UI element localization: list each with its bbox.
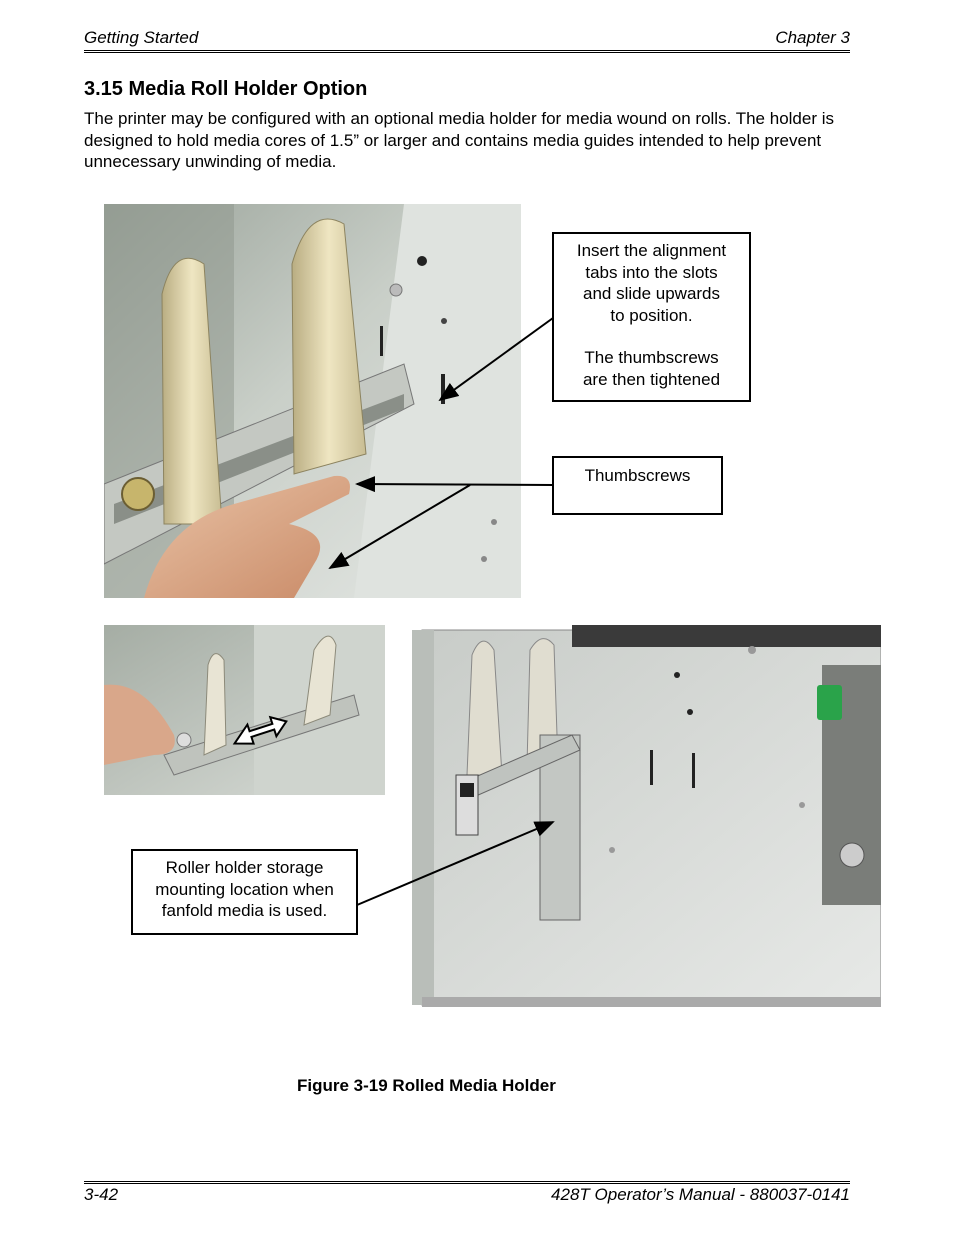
header-rule (84, 50, 850, 53)
callout-storage-location (131, 849, 358, 935)
footer-manual-title: 428T Operator’s Manual - 880037-0141 (551, 1185, 850, 1204)
photo-holder-installation (104, 204, 521, 598)
callout-thumbscrews-label: Thumbscrews (584, 466, 691, 485)
footer-page-number: 3-42 (84, 1185, 119, 1204)
callout-alignment-line: and slide upwards (582, 284, 721, 303)
header-left: Getting Started (84, 28, 199, 47)
callout-alignment-line: Insert the alignment (576, 241, 727, 260)
header-right: Chapter 3 (775, 28, 850, 47)
callout-thumbscrews (552, 456, 723, 515)
callout-storage-line: Roller holder storage (165, 858, 324, 877)
photo-guide-adjustment (104, 625, 385, 795)
callout-storage-line: mounting location when (155, 879, 334, 899)
section-paragraph: The printer may be configured with an optional media holder for media wound on rolls. The holder is designed to hold media cores of 1.5” or larger and contains media guides intended to help prevent unnecessary unwinding of media. (84, 109, 834, 171)
callout-alignment-line: to position. (610, 305, 693, 325)
footer-rule (84, 1181, 850, 1184)
photo-storage-location (412, 625, 881, 1019)
callout-alignment-instructions (552, 232, 751, 402)
callout-alignment-line: The thumbscrews (584, 348, 719, 367)
callout-alignment-line: are then tightened (582, 369, 721, 389)
figure-caption: Figure 3-19 Rolled Media Holder (297, 1076, 556, 1095)
callout-alignment-line: tabs into the slots (585, 262, 718, 282)
section-title: 3.15 Media Roll Holder Option (84, 78, 368, 100)
callout-storage-line: fanfold media is used. (161, 901, 328, 920)
